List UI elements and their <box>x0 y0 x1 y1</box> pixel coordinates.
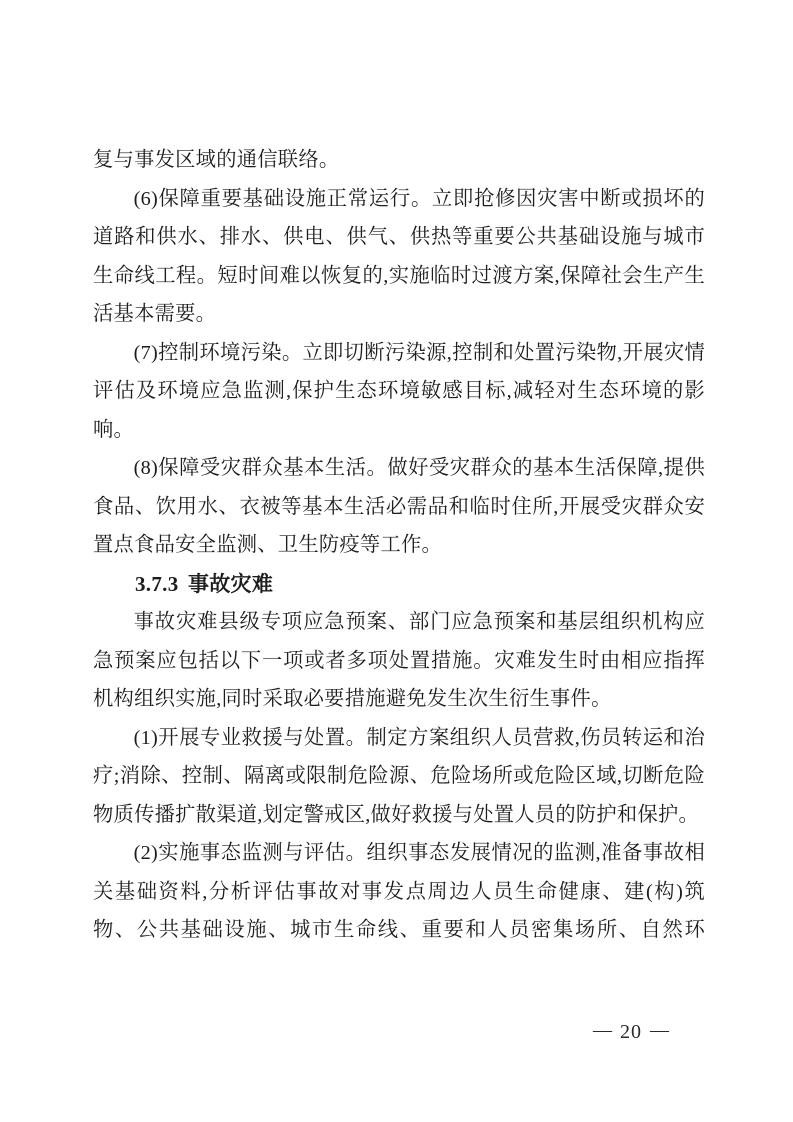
page-body <box>93 141 705 950</box>
paragraph-item-8: (8)保障受灾群众基本生活。做好受灾群众的基本生活保障,提供食品、饮用水、衣被等基本生活必需品和临时住所,开展受灾群众安置点食品安全监测、卫生防疫等工作。 <box>93 457 705 556</box>
paragraph-item-7: (7)控制环境污染。立即切断污染源,控制和处置污染物,开展灾情评估及环境应急监测,保护生态环境敏感目标,减轻对生态环境的影响。 <box>93 341 705 441</box>
paragraph-item-2: (2)实施事态监测与评估。组织事态发展情况的监测,准备事故相关基础资料,分析评估事故对事发点周边人员生命健康、建(构)筑物、公共基础设施、城市生命线、重要和人员密集场所、自然环 <box>93 842 705 941</box>
section-heading <box>93 565 705 604</box>
footer-dash-left: — <box>593 1020 612 1041</box>
paragraph-intro: 事故灾难县级专项应急预案、部门应急预案和基层组织机构应急预案应包括以下一项或者多项处置措施。灾难发生时由相应指挥机构组织实施,同时采取必要措施避免发生次生衍生事件。 <box>93 611 705 710</box>
section-number: 3.7.3 <box>135 571 179 596</box>
paragraph-continuation: 复与事发区域的通信联络。 <box>93 149 340 171</box>
paragraph-item-1: (1)开展专业救援与处置。制定方案组织人员营救,伤员转运和治疗;消除、控制、隔离或限制危险源、危险场所或危险区域,切断危险物质传播扩散渠道,划定警戒区,做好救援与处置人员的防护和保护。 <box>93 726 705 826</box>
page-number: 20 <box>620 1021 642 1043</box>
page-footer <box>593 1020 669 1044</box>
footer-dash-right: — <box>650 1020 669 1041</box>
section-title: 事故灾难 <box>187 571 274 596</box>
paragraph-item-6: (6)保障重要基础设施正常运行。立即抢修因灾害中断或损坏的道路和供水、排水、供电、供气、供热等重要公共基础设施与城市生命线工程。短时间难以恢复的,实施临时过渡方案,保障社会生产生活基本需要。 <box>93 187 705 325</box>
